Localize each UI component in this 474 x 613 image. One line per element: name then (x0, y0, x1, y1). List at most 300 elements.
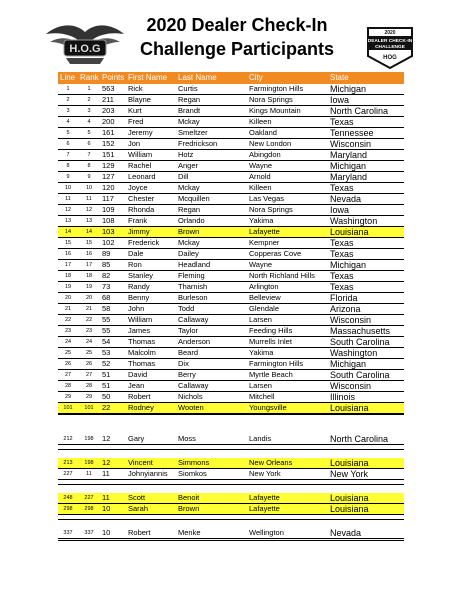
city-cell: Oakland (249, 128, 277, 137)
table-row (58, 403, 404, 414)
first-name-cell: Kurt (128, 106, 142, 115)
rank-cell: 11 (86, 196, 92, 202)
state-cell: Washington (330, 348, 378, 358)
city-cell: Las Vegas (249, 194, 285, 203)
points-cell: 563 (102, 84, 115, 93)
line-cell: 2 (66, 97, 70, 103)
table-row (58, 392, 404, 403)
rank-cell: 24 (85, 339, 93, 345)
first-name-cell: Ron (128, 260, 142, 269)
line-cell: 6 (66, 141, 70, 147)
last-name-cell: Tharnish (178, 282, 208, 291)
first-name-cell: Rachel (128, 161, 152, 170)
state-cell: Louisiana (330, 403, 369, 413)
rank-cell: 198 (84, 460, 94, 466)
table-row (58, 117, 404, 128)
table-row (58, 183, 404, 194)
last-name-cell: Orlando (178, 216, 205, 225)
last-name-cell: Mckay (178, 117, 200, 126)
points-cell: 203 (102, 106, 115, 115)
first-name-cell: Rhonda (128, 205, 155, 214)
city-cell: Lafayette (249, 227, 280, 236)
points-cell: 117 (102, 194, 114, 203)
first-name-cell: Robert (128, 528, 151, 537)
last-name-cell: Callaway (178, 381, 209, 390)
rank-cell: 7 (87, 152, 91, 158)
state-cell: Nevada (330, 528, 362, 538)
first-name-cell: Blayne (128, 95, 151, 104)
first-name-cell: Rick (128, 84, 143, 93)
line-cell: 4 (66, 119, 70, 125)
last-name-cell: Mcquillen (178, 194, 210, 203)
line-cell: 14 (64, 229, 72, 235)
table-row (58, 271, 404, 282)
rank-cell: 4 (87, 119, 91, 125)
first-name-cell: James (128, 326, 151, 335)
points-cell: 12 (102, 434, 111, 443)
first-name-cell: Thomas (128, 359, 156, 368)
last-name-cell: Moss (178, 434, 196, 443)
line-cell: 212 (63, 436, 73, 442)
state-cell: Iowa (330, 205, 350, 215)
city-cell: Yakima (249, 348, 274, 357)
col-points-header: Points (102, 73, 125, 82)
table-row (58, 434, 404, 445)
points-cell: 54 (102, 337, 111, 346)
table-row (58, 260, 404, 271)
state-cell: Texas (330, 183, 354, 193)
first-name-cell: John (128, 304, 145, 313)
rank-cell: 10 (85, 185, 93, 191)
points-cell: 89 (102, 249, 111, 258)
last-name-cell: Regan (178, 205, 201, 214)
first-name-cell: Johnyiannis (128, 469, 168, 478)
table-row (58, 493, 404, 504)
rank-cell: 20 (85, 295, 93, 301)
state-cell: Washington (330, 216, 378, 226)
line-cell: 25 (64, 350, 72, 356)
points-cell: 50 (102, 392, 111, 401)
rank-cell: 11 (86, 471, 92, 477)
col-state-header: State (330, 73, 349, 82)
state-cell: Louisiana (330, 227, 369, 237)
last-name-cell: Curtis (178, 84, 198, 93)
table-header (58, 72, 404, 84)
rank-cell: 28 (85, 383, 93, 389)
city-cell: Landis (249, 434, 272, 443)
state-cell: Wisconsin (330, 139, 372, 149)
rank-cell: 26 (85, 361, 93, 367)
rank-cell: 3 (87, 108, 91, 114)
first-name-cell: Malcolm (128, 348, 156, 357)
last-name-cell: Mckay (178, 183, 200, 192)
table-row (58, 249, 404, 260)
line-cell: 26 (64, 361, 72, 367)
city-cell: Murrells Inlet (249, 337, 292, 346)
section-divider (58, 484, 404, 485)
first-name-cell: Scott (128, 493, 146, 502)
city-cell: New London (249, 139, 292, 148)
city-cell: Glendale (249, 304, 280, 313)
last-name-cell: Fredrickson (178, 139, 218, 148)
last-name-cell: Anderson (178, 337, 211, 346)
points-cell: 51 (102, 381, 111, 390)
state-cell: Texas (330, 249, 354, 259)
points-cell: 127 (102, 172, 115, 181)
points-cell: 161 (102, 128, 115, 137)
section-divider (58, 540, 404, 541)
last-name-cell: Berry (178, 370, 196, 379)
last-name-cell: Headland (178, 260, 211, 269)
line-cell: 28 (64, 383, 72, 389)
city-cell: New Orleans (249, 458, 293, 467)
rank-cell: 2 (87, 97, 91, 103)
rank-cell: 18 (85, 273, 93, 279)
city-cell: Feeding Hills (249, 326, 293, 335)
table-row (58, 106, 404, 117)
rank-cell: 15 (85, 240, 93, 246)
page-title-line-2: Challenge Participants (139, 39, 335, 59)
line-cell: 7 (66, 152, 70, 158)
rank-cell: 29 (85, 394, 93, 400)
points-cell: 151 (102, 150, 115, 159)
city-cell: Arnold (249, 172, 271, 181)
last-name-cell: Regan (178, 95, 201, 104)
line-cell: 17 (64, 262, 72, 268)
line-cell: 5 (66, 130, 70, 136)
rank-cell: 14 (85, 229, 93, 235)
state-cell: South Carolina (330, 370, 390, 380)
table-row (58, 381, 404, 392)
table-row (58, 139, 404, 150)
state-cell: Michigan (330, 84, 367, 94)
table-row (58, 370, 404, 381)
first-name-cell: Chester (128, 194, 155, 203)
points-cell: 129 (102, 161, 115, 170)
line-cell: 101 (63, 405, 73, 411)
city-cell: Wayne (249, 260, 273, 269)
state-cell: Louisiana (330, 504, 369, 514)
rank-cell: 13 (85, 218, 93, 224)
section-divider (58, 519, 404, 520)
rank-cell: 9 (87, 174, 91, 180)
table-row (58, 128, 404, 139)
line-cell: 11 (65, 196, 71, 202)
line-cell: 10 (64, 185, 72, 191)
table-row (58, 216, 404, 227)
rank-cell: 6 (87, 141, 91, 147)
state-cell: Maryland (330, 172, 368, 182)
points-cell: 51 (102, 370, 111, 379)
points-cell: 102 (102, 238, 115, 247)
city-cell: Larsen (249, 315, 272, 324)
city-cell: Killeen (249, 117, 272, 126)
last-name-cell: Dill (178, 172, 189, 181)
first-name-cell: Jimmy (128, 227, 150, 236)
rank-cell: 298 (84, 506, 94, 512)
first-name-cell: Stanley (128, 271, 154, 280)
rank-cell: 8 (87, 163, 91, 169)
points-cell: 22 (102, 403, 111, 412)
last-name-cell: Mckay (178, 238, 200, 247)
first-name-cell: Fred (128, 117, 144, 126)
points-cell: 11 (102, 493, 110, 502)
table-row (58, 458, 404, 469)
table-row (58, 282, 404, 293)
points-cell: 152 (102, 139, 115, 148)
table-row (58, 84, 404, 95)
first-name-cell: Jeremy (128, 128, 153, 137)
last-name-cell: Nichols (178, 392, 203, 401)
state-cell: Michigan (330, 260, 367, 270)
table-row (58, 315, 404, 326)
state-cell: Tennessee (330, 128, 374, 138)
first-name-cell: Thomas (128, 337, 156, 346)
table-row (58, 337, 404, 348)
city-cell: Larsen (249, 381, 272, 390)
state-cell: Massachusetts (330, 326, 391, 336)
first-name-cell: Randy (128, 282, 150, 291)
table-row (58, 227, 404, 238)
last-name-cell: Brown (178, 504, 200, 513)
line-cell: 13 (64, 218, 72, 224)
points-cell: 10 (102, 504, 111, 513)
city-cell: Abingdon (249, 150, 281, 159)
line-cell: 9 (66, 174, 70, 180)
last-name-cell: Todd (178, 304, 195, 313)
first-name-cell: Vincent (128, 458, 153, 467)
city-cell: Nora Springs (249, 95, 293, 104)
first-name-cell: Rodney (128, 403, 154, 412)
city-cell: Farmington Hills (249, 359, 304, 368)
line-cell: 20 (64, 295, 72, 301)
badge-line-1: DEALER CHECK-IN (367, 39, 413, 44)
city-cell: Lafayette (249, 504, 280, 513)
table-row (58, 348, 404, 359)
logo-left-text: H.O.G (69, 43, 101, 55)
line-cell: 337 (63, 530, 73, 536)
section-divider (58, 414, 404, 415)
line-cell: 298 (63, 506, 73, 512)
table-row (58, 95, 404, 106)
first-name-cell: Jon (128, 139, 141, 148)
rank-cell: 337 (84, 530, 94, 536)
rank-cell: 12 (85, 207, 93, 213)
line-cell: 21 (64, 306, 72, 312)
last-name-cell: Beard (178, 348, 199, 357)
first-name-cell: Robert (128, 392, 151, 401)
first-name-cell: Gary (128, 434, 145, 443)
table-row (58, 293, 404, 304)
table-row (58, 205, 404, 216)
state-cell: Iowa (330, 95, 350, 105)
first-name-cell: Frank (128, 216, 148, 225)
table-row (58, 161, 404, 172)
city-cell: Belleview (249, 293, 281, 302)
last-name-cell: Brown (178, 227, 200, 236)
state-cell: Louisiana (330, 458, 369, 468)
table-row (58, 326, 404, 337)
points-cell: 85 (102, 260, 111, 269)
col-rank-header: Rank (80, 73, 99, 82)
points-cell: 200 (102, 117, 115, 126)
table-row (58, 194, 404, 205)
state-cell: Nevada (330, 194, 362, 204)
line-cell: 29 (64, 394, 72, 400)
col-last-name-header: Last Name (178, 73, 217, 82)
rank-cell: 17 (85, 262, 93, 268)
line-cell: 8 (66, 163, 70, 169)
first-name-cell: Jean (128, 381, 145, 390)
state-cell: New York (330, 469, 369, 479)
points-cell: 10 (102, 528, 111, 537)
last-name-cell: Wooten (178, 403, 204, 412)
state-cell: Florida (330, 293, 358, 303)
first-name-cell: Leonard (128, 172, 156, 181)
first-name-cell: Benny (128, 293, 150, 302)
rank-cell: 16 (85, 251, 93, 257)
rank-cell: 22 (85, 317, 93, 323)
line-cell: 15 (64, 240, 72, 246)
section-divider (58, 449, 404, 450)
points-cell: 108 (102, 216, 115, 225)
city-cell: Mitchell (249, 392, 275, 401)
city-cell: Youngsville (249, 403, 287, 412)
state-cell: Texas (330, 282, 354, 292)
line-cell: 19 (64, 284, 72, 290)
state-cell: Wisconsin (330, 381, 372, 391)
last-name-cell: Fleming (178, 271, 205, 280)
city-cell: Kempner (249, 238, 280, 247)
line-cell: 16 (64, 251, 72, 257)
city-cell: Kings Mountain (249, 106, 301, 115)
city-cell: Killeen (249, 183, 272, 192)
first-name-cell: David (128, 370, 148, 379)
line-cell: 3 (66, 108, 70, 114)
line-cell: 213 (63, 460, 73, 466)
points-cell: 58 (102, 304, 111, 313)
state-cell: North Carolina (330, 106, 389, 116)
rank-cell: 19 (85, 284, 93, 290)
rank-cell: 198 (84, 436, 94, 442)
state-cell: Wisconsin (330, 315, 372, 325)
last-name-cell: Hotz (178, 150, 194, 159)
line-cell: 248 (63, 495, 73, 501)
first-name-cell: William (128, 315, 153, 324)
state-cell: Maryland (330, 150, 368, 160)
points-cell: 55 (102, 326, 111, 335)
line-cell: 24 (64, 339, 72, 345)
line-cell: 12 (64, 207, 72, 213)
last-name-cell: Smeltzer (178, 128, 208, 137)
last-name-cell: Burleson (178, 293, 208, 302)
line-cell: 23 (64, 328, 72, 334)
state-cell: Louisiana (330, 493, 369, 503)
points-cell: 73 (102, 282, 111, 291)
badge-bottom: HOG (383, 55, 397, 61)
table-row (58, 469, 404, 480)
rank-cell: 227 (84, 495, 94, 501)
line-cell: 227 (63, 471, 73, 477)
points-cell: 11 (102, 469, 110, 478)
points-cell: 68 (102, 293, 111, 302)
points-cell: 109 (102, 205, 115, 214)
last-name-cell: Menke (178, 528, 201, 537)
points-cell: 120 (102, 183, 115, 192)
hog-eagle-logo-icon (44, 20, 126, 68)
city-cell: Wayne (249, 161, 273, 170)
state-cell: Texas (330, 117, 354, 127)
last-name-cell: Dix (178, 359, 189, 368)
state-cell: Texas (330, 271, 354, 281)
city-cell: Lafayette (249, 493, 280, 502)
state-cell: Arizona (330, 304, 361, 314)
last-name-cell: Siomkos (178, 469, 207, 478)
state-cell: Michigan (330, 161, 367, 171)
table-row (58, 172, 404, 183)
city-cell: Nora Springs (249, 205, 293, 214)
city-cell: Yakima (249, 216, 274, 225)
city-cell: New York (249, 469, 281, 478)
points-cell: 12 (102, 458, 111, 467)
line-cell: 1 (66, 86, 70, 92)
rank-cell: 23 (85, 328, 93, 334)
table-row (58, 359, 404, 370)
last-name-cell: Brandt (178, 106, 201, 115)
points-cell: 211 (102, 95, 114, 104)
first-name-cell: Dale (128, 249, 144, 258)
state-cell: South Carolina (330, 337, 390, 347)
badge-year: 2020 (384, 30, 396, 36)
city-cell: Farmington Hills (249, 84, 304, 93)
state-cell: Michigan (330, 359, 367, 369)
points-cell: 103 (102, 227, 115, 236)
line-cell: 27 (64, 372, 72, 378)
col-first-name-header: First Name (128, 73, 168, 82)
rank-cell: 1 (87, 86, 91, 92)
city-cell: North Richland Hills (249, 271, 315, 280)
city-cell: Myrtle Beach (249, 370, 293, 379)
table-row (58, 528, 404, 539)
rank-cell: 101 (84, 405, 94, 411)
state-cell: Illinois (330, 392, 356, 402)
first-name-cell: William (128, 150, 153, 159)
last-name-cell: Callaway (178, 315, 209, 324)
table-row (58, 238, 404, 249)
line-cell: 22 (64, 317, 72, 323)
points-cell: 53 (102, 348, 111, 357)
state-cell: North Carolina (330, 434, 389, 444)
last-name-cell: Benoit (178, 493, 200, 502)
city-cell: Wellington (249, 528, 284, 537)
dealer-check-in-badge-icon (364, 22, 416, 70)
table-row (58, 504, 404, 515)
rank-cell: 5 (87, 130, 91, 136)
city-cell: Arlington (249, 282, 279, 291)
table-row (58, 304, 404, 315)
badge-line-2: CHALLENGE (375, 45, 405, 50)
last-name-cell: Anger (178, 161, 199, 170)
line-cell: 18 (64, 273, 72, 279)
points-cell: 55 (102, 315, 111, 324)
points-cell: 82 (102, 271, 111, 280)
last-name-cell: Taylor (178, 326, 199, 335)
table-row (58, 150, 404, 161)
first-name-cell: Frederick (128, 238, 160, 247)
page-title-line-1: 2020 Dealer Check-In (146, 15, 328, 35)
state-cell: Texas (330, 238, 354, 248)
first-name-cell: Joyce (128, 183, 148, 192)
